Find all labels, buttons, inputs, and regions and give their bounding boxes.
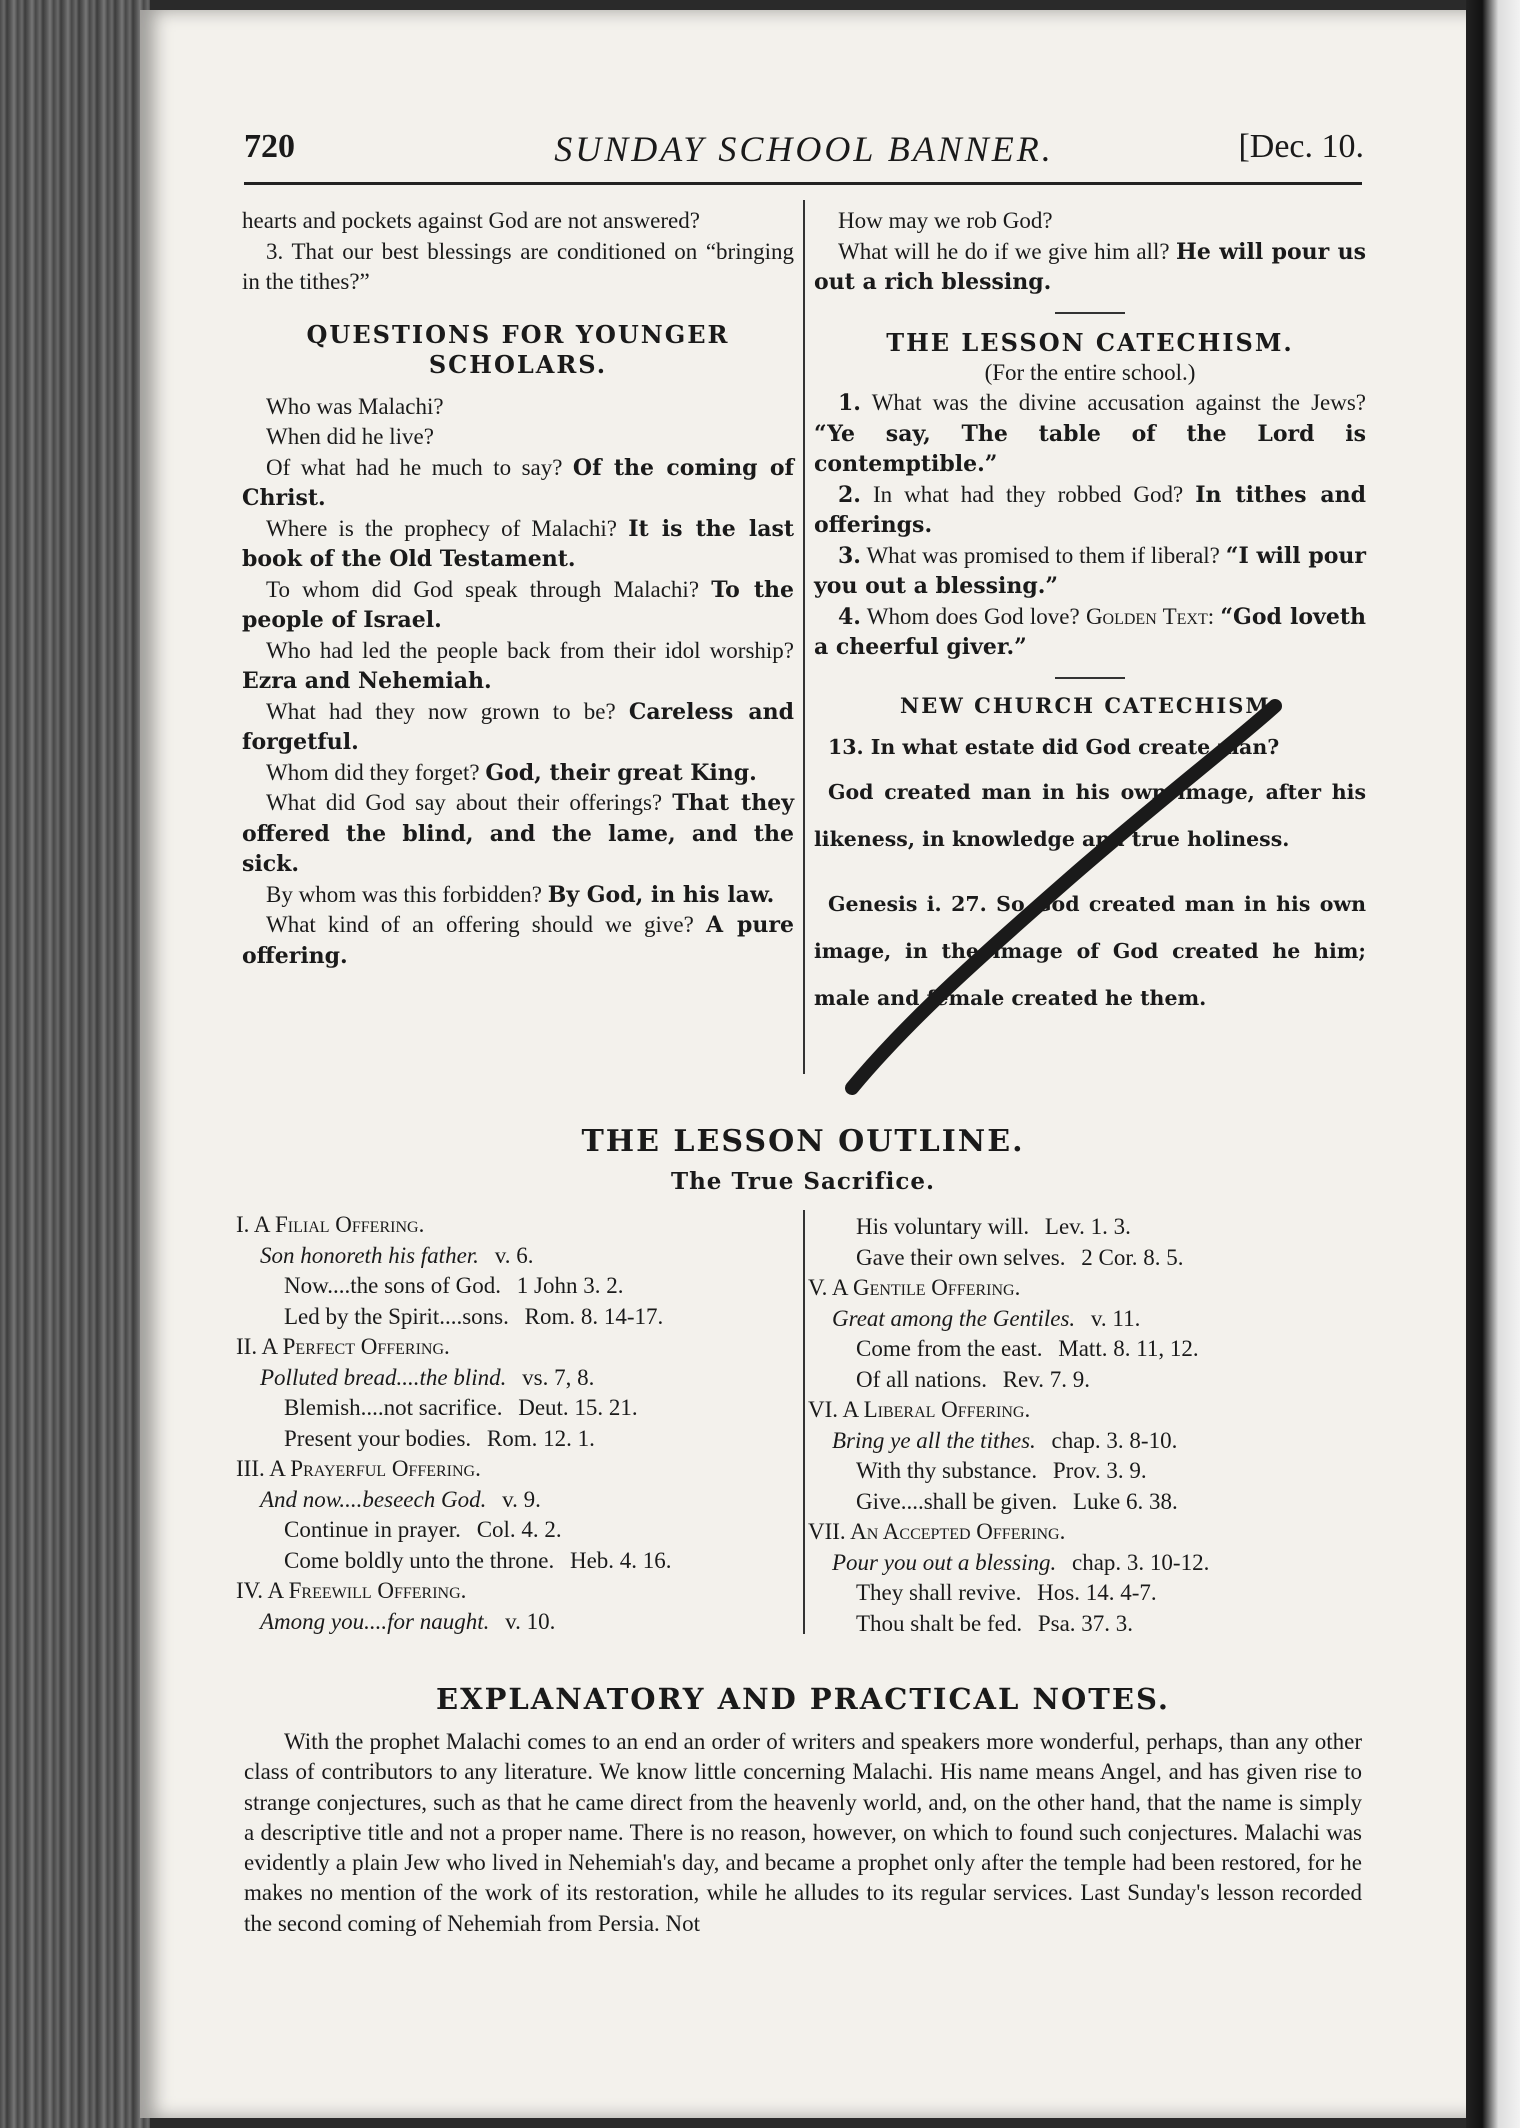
- outline-text: I. A Filial Offering.: [236, 1212, 425, 1237]
- outline-line: [808, 1548, 1368, 1579]
- outline-text: Son honoreth his father.: [260, 1242, 479, 1268]
- outline-reference: Rev. 7. 9.: [1002, 1366, 1091, 1392]
- outline-line: [236, 1241, 796, 1272]
- qa-item: [242, 758, 794, 789]
- outline-reference: Hos. 14. 4-7.: [1037, 1580, 1157, 1605]
- outline-reference: v. 10.: [505, 1608, 556, 1634]
- question: To whom did God speak through Malachi?: [266, 576, 700, 602]
- outline-line: [236, 1515, 796, 1546]
- outline-text: Continue in prayer.: [284, 1517, 461, 1542]
- catechism-number: 1.: [838, 390, 861, 416]
- outline-text: Gave their own selves.: [856, 1244, 1066, 1270]
- outline-line: [808, 1517, 1368, 1548]
- outline-right-column: [808, 1212, 1368, 1639]
- qa-item: [242, 880, 794, 911]
- qa-item: [814, 237, 1366, 298]
- question: Of what had he much to say?: [266, 454, 563, 480]
- outline-text: Bring ye all the tithes.: [832, 1427, 1036, 1453]
- outline-line: [808, 1426, 1368, 1457]
- outline-line: [236, 1454, 796, 1485]
- right-column: [814, 206, 1366, 1022]
- catechism-question: Whom does God love?: [866, 603, 1080, 629]
- catechism-answer: “God loveth a cheerful giver.”: [814, 603, 1366, 660]
- answer: He will pour us out a rich blessing.: [814, 238, 1367, 295]
- catechism-answer: “I will pour you out a blessing.”: [814, 542, 1367, 599]
- issue-date: [Dec. 10.: [1238, 128, 1364, 165]
- catechism-item: [814, 480, 1366, 541]
- outline-line: [236, 1393, 796, 1424]
- outline-text: Of all nations.: [856, 1366, 987, 1392]
- outline-text: Now....the sons of God.: [284, 1273, 501, 1298]
- header-rule: [244, 182, 1362, 185]
- outline-line: [808, 1365, 1368, 1396]
- qa-item: [242, 636, 794, 697]
- outline-text: Present your bodies.: [284, 1425, 472, 1451]
- outline-text: Led by the Spirit....sons.: [284, 1303, 509, 1329]
- question: What will he do if we give him all?: [838, 238, 1170, 264]
- outline-text: Come from the east.: [856, 1336, 1043, 1361]
- qa-list: [242, 392, 794, 972]
- outline-reference: 1 John 3. 2.: [516, 1273, 624, 1298]
- qa-item: [242, 575, 794, 636]
- outline-reference: v. 6.: [494, 1242, 534, 1268]
- qa-item: [814, 206, 1366, 237]
- outline-reference: v. 11.: [1090, 1305, 1141, 1331]
- question: By whom was this forbidden?: [266, 881, 542, 907]
- outline-reference: Luke 6. 38.: [1072, 1488, 1178, 1514]
- catechism-number: 3.: [838, 542, 861, 569]
- catechism-question: What was the divine accusation against the Jews?: [871, 390, 1366, 415]
- question: How may we rob God?: [838, 208, 1053, 233]
- outline-reference: Deut. 15. 21.: [518, 1395, 638, 1420]
- notes-body: [244, 1727, 1362, 1939]
- outline-subtitle: The True Sacrifice.: [670, 1168, 936, 1195]
- publication-title: SUNDAY SCHOOL BANNER.: [554, 129, 1054, 169]
- outline-reference: Heb. 4. 16.: [569, 1547, 672, 1573]
- outline-text: They shall revive.: [856, 1580, 1022, 1605]
- question: Who had led the people back from their idol worship?: [266, 637, 794, 663]
- outline-text: And now....beseech God.: [260, 1486, 487, 1512]
- question: When did he live?: [266, 424, 434, 449]
- golden-text-label: Golden Text:: [1085, 603, 1215, 629]
- outline-reference: Matt. 8. 11, 12.: [1058, 1336, 1199, 1361]
- outline-line: [808, 1304, 1368, 1335]
- catechism-subheading: (For the entire school.): [984, 359, 1196, 385]
- outline-text: VII. An Accepted Offering.: [808, 1519, 1066, 1544]
- outline-line: [808, 1243, 1368, 1274]
- catechism-number: 4.: [838, 603, 861, 630]
- catechism-answer: “Ye say, The table of the Lord is contemptible.”: [814, 420, 1366, 477]
- outline-line: [808, 1273, 1368, 1304]
- outline-line: [236, 1424, 796, 1455]
- outline-title: THE LESSON OUTLINE.: [581, 1124, 1025, 1159]
- outline-line: [236, 1332, 796, 1363]
- catechism-question: In what had they robbed God?: [872, 481, 1184, 507]
- outline-reference: v. 9.: [502, 1486, 541, 1512]
- outline-text: V. A Gentile Offering.: [808, 1275, 1021, 1300]
- new-church-answer: God created man in his own image, after his likeness, in knowledge and true holiness.: [814, 779, 1366, 851]
- outline-text: His voluntary will.: [856, 1214, 1030, 1239]
- answer: That they offered the blind, and the lame, and the sick.: [242, 790, 794, 877]
- catechism-list: [814, 388, 1366, 663]
- outline-line: [808, 1334, 1368, 1365]
- intro-line: 3. That our best blessings are conditioned on “bringing in the tithes?”: [242, 238, 794, 294]
- qa-item: [242, 422, 794, 453]
- answer: To the people of Israel.: [242, 576, 794, 633]
- catechism-question: What was promised to them if liberal?: [866, 542, 1220, 568]
- outline-text: Among you....for naught.: [260, 1608, 490, 1634]
- outline-text: II. A Perfect Offering.: [236, 1334, 450, 1359]
- page-right-edge: [1466, 0, 1520, 2128]
- new-church-scripture: Genesis i. 27. So God created man in his own image, in the image of God created he him; male and female created he them.: [814, 891, 1366, 1010]
- intro-line: hearts and pockets against God are not answered?: [242, 208, 700, 233]
- outline-line: [236, 1607, 796, 1638]
- outline-line: [808, 1456, 1368, 1487]
- catechism-number: 2.: [838, 481, 861, 508]
- outline-text: Great among the Gentiles.: [832, 1305, 1076, 1331]
- catechism-item: [814, 388, 1366, 480]
- outline-reference: vs. 7, 8.: [522, 1364, 595, 1390]
- outline-left-column: [236, 1210, 796, 1637]
- section-heading: QUESTIONS FOR YOUNGER SCHOLARS.: [306, 319, 730, 379]
- outline-line: [236, 1576, 796, 1607]
- column-divider: [803, 200, 805, 1074]
- outline-text: Give....shall be given.: [856, 1488, 1058, 1514]
- qa-item: [242, 453, 794, 514]
- outline-text: Polluted bread....the blind.: [260, 1364, 507, 1390]
- question: Who was Malachi?: [266, 393, 444, 419]
- outline-line: [808, 1487, 1368, 1518]
- outline-line: [808, 1395, 1368, 1426]
- outline-reference: Rom. 8. 14-17.: [524, 1303, 664, 1329]
- outline-line: [808, 1609, 1368, 1640]
- answer: A pure offering.: [242, 912, 794, 969]
- outline-column-divider: [803, 1210, 805, 1634]
- outline-reference: Rom. 12. 1.: [486, 1425, 595, 1451]
- outline-reference: chap. 3. 10-12.: [1072, 1549, 1210, 1575]
- book-spine-edge: [0, 0, 150, 2128]
- outline-reference: Col. 4. 2.: [476, 1517, 562, 1542]
- outline-text: IV. A Freewill Offering.: [236, 1578, 467, 1603]
- qa-item: [242, 910, 794, 971]
- outline-reference: Lev. 1. 3.: [1044, 1214, 1131, 1239]
- outline-line: [236, 1363, 796, 1394]
- qa-item: [242, 392, 794, 423]
- outline-reference: 2 Cor. 8. 5.: [1081, 1244, 1184, 1270]
- outline-line: [236, 1210, 796, 1241]
- question: What did God say about their offerings?: [266, 790, 663, 815]
- new-church-heading: NEW CHURCH CATECHISM.: [900, 692, 1280, 718]
- question: What had they now grown to be?: [266, 698, 616, 724]
- outline-reference: Prov. 3. 9.: [1052, 1458, 1147, 1483]
- qa-item: [242, 697, 794, 758]
- answer: By God, in his law.: [547, 881, 775, 908]
- catechism-item: [814, 602, 1366, 663]
- notes-paragraph: With the prophet Malachi comes to an end an order of writers and speakers more wonderful, perhaps, than any other class of contributors to any literature. We know little concerning Malachi. His name means Angel, and has given rise to strange conjectures, such as that he came direct from the heavenly world, and, on the other hand, that the name is simply a descriptive title and not a proper name. There is no reason, however, on which to found such conjectures. Malachi was evidently a plain Jew who lived in Nehemiah's day, and became a prophet only after the temple had been restored, for he makes no mention of the work of its restoration, while he alludes to its regular services. Last Sunday's lesson recorded the second coming of Nehemiah from Persia. Not: [244, 1729, 1362, 1936]
- outline-text: III. A Prayerful Offering.: [236, 1456, 481, 1481]
- outline-line: [236, 1546, 796, 1577]
- catechism-heading: THE LESSON CATECHISM.: [886, 327, 1294, 357]
- answer: It is the last book of the Old Testament.: [242, 515, 794, 572]
- answer: Of the coming of Christ.: [242, 454, 794, 511]
- qa-item: [242, 788, 794, 880]
- outline-line: [236, 1485, 796, 1516]
- left-column: [242, 206, 794, 971]
- answer: Careless and forgetful.: [242, 698, 794, 755]
- outline-reference: chap. 3. 8-10.: [1051, 1427, 1178, 1453]
- outline-line: [236, 1302, 796, 1333]
- outline-line: [236, 1271, 796, 1302]
- catechism-answer: In tithes and offerings.: [814, 481, 1366, 538]
- page-header: [244, 128, 1364, 178]
- page-number: 720: [244, 128, 295, 165]
- catechism-item: [814, 541, 1366, 602]
- question: What kind of an offering should we give?: [266, 912, 694, 937]
- outline-text: Pour you out a blessing.: [832, 1549, 1057, 1575]
- outline-line: [808, 1212, 1368, 1243]
- new-church-question: 13. In what estate did God create man?: [828, 734, 1280, 759]
- answer: God, their great King.: [485, 759, 757, 786]
- qa-list: [814, 206, 1366, 298]
- question: Whom did they forget?: [266, 759, 480, 785]
- outline-text: Thou shalt be fed.: [856, 1610, 1023, 1636]
- outline-text: Come boldly unto the throne.: [284, 1547, 555, 1573]
- outline-text: VI. A Liberal Offering.: [808, 1397, 1031, 1422]
- question: Where is the prophecy of Malachi?: [266, 515, 617, 541]
- outline-line: [808, 1578, 1368, 1609]
- outline-text: Blemish....not sacrifice.: [284, 1395, 503, 1420]
- notes-title: EXPLANATORY AND PRACTICAL NOTES.: [436, 1682, 1170, 1716]
- outline-text: With thy substance.: [856, 1458, 1038, 1483]
- outline-reference: Psa. 37. 3.: [1037, 1610, 1134, 1636]
- qa-item: [242, 514, 794, 575]
- answer: Ezra and Nehemiah.: [242, 668, 492, 694]
